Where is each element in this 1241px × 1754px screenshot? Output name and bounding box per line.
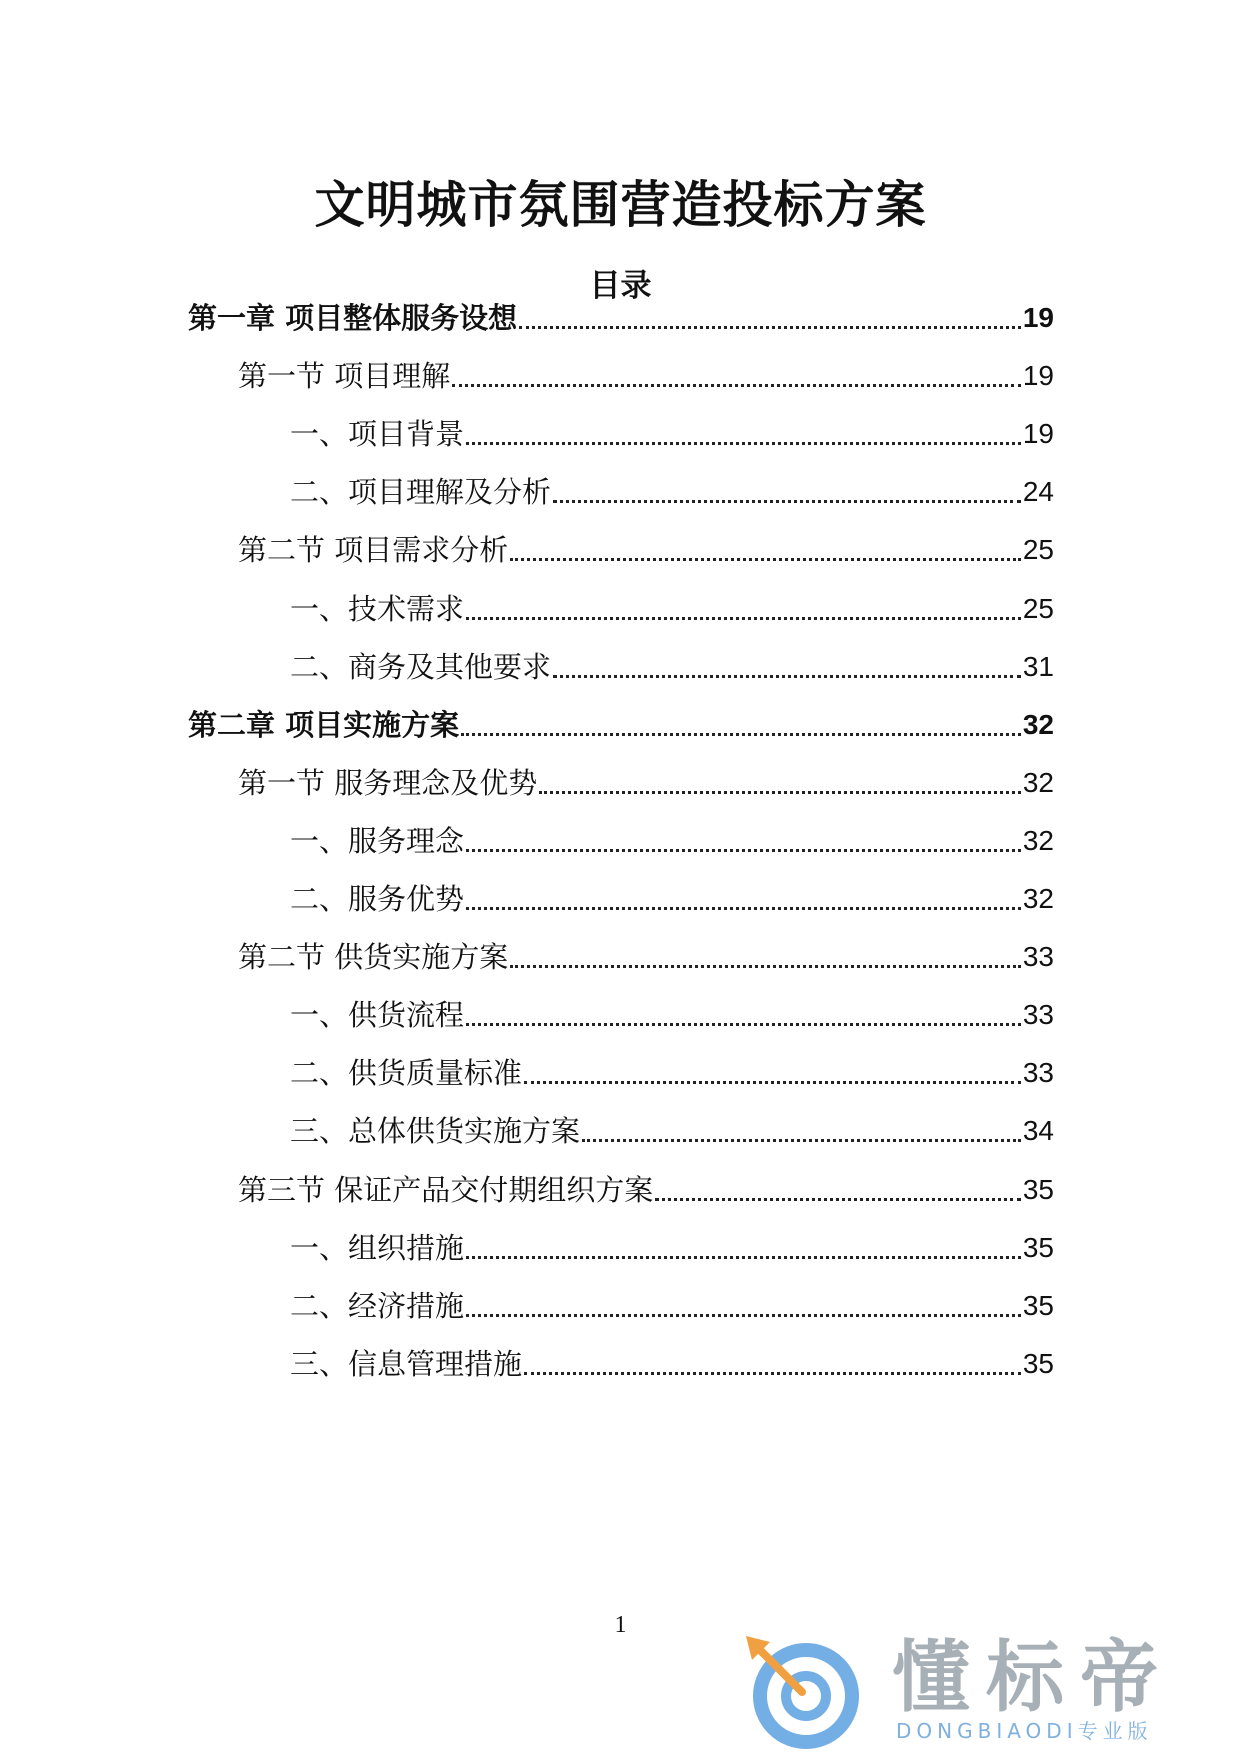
toc-dot-leader: [519, 325, 1021, 329]
toc-entry-page: 35: [1022, 1174, 1054, 1205]
toc-entry[interactable]: [188, 296, 1054, 336]
toc-entry-label: 二、服务优势: [290, 882, 465, 916]
watermark: [744, 1634, 1224, 1749]
toc-dot-leader: [466, 1022, 1021, 1026]
toc-entry[interactable]: [238, 1168, 1054, 1208]
toc-dot-leader: [466, 616, 1021, 620]
toc-entry[interactable]: [290, 412, 1054, 452]
toc-entry[interactable]: [290, 587, 1054, 627]
toc-entry-label: 第一章 项目整体服务设想: [188, 301, 518, 335]
toc-dot-leader: [539, 790, 1021, 794]
toc-dot-leader: [466, 1313, 1021, 1317]
toc-entry-label: 一、技术需求: [290, 592, 465, 626]
toc-entry-page: 32: [1022, 709, 1054, 740]
toc-entry-page: 32: [1022, 767, 1054, 798]
toc-entry-label: 二、项目理解及分析: [290, 475, 552, 509]
toc-entry-page: 33: [1022, 999, 1054, 1030]
toc-entry-page: 33: [1022, 941, 1054, 972]
toc-dot-leader: [582, 1138, 1021, 1142]
toc-dot-leader: [466, 906, 1021, 910]
toc-dot-leader: [553, 674, 1021, 678]
toc-entry-label: 三、信息管理措施: [290, 1347, 523, 1381]
toc-dot-leader: [655, 1197, 1021, 1201]
toc-entry-label: 第三节 保证产品交付期组织方案: [238, 1173, 654, 1207]
toc-entry[interactable]: [238, 528, 1054, 568]
toc-entry-page: 25: [1022, 534, 1054, 565]
toc-entry-page: 31: [1022, 651, 1054, 682]
toc-entry-label: 第二节 供货实施方案: [238, 940, 509, 974]
toc-entry-label: 一、项目背景: [290, 417, 465, 451]
toc-entry-label: 二、商务及其他要求: [290, 650, 552, 684]
toc-entry[interactable]: [290, 470, 1054, 510]
toc-dot-leader: [510, 964, 1021, 968]
toc-entry-page: 32: [1022, 883, 1054, 914]
toc-heading: 目录: [589, 268, 652, 304]
toc-dot-leader: [524, 1371, 1021, 1375]
toc-entry[interactable]: [290, 1109, 1054, 1149]
toc-entry[interactable]: [290, 1342, 1054, 1382]
toc-entry-label: 三、总体供货实施方案: [290, 1114, 581, 1148]
toc-entry-label: 二、供货质量标准: [290, 1056, 523, 1090]
toc-dot-leader: [524, 1080, 1021, 1084]
toc-entry-label: 第一节 项目理解: [238, 359, 451, 393]
toc-entry[interactable]: [238, 354, 1054, 394]
toc-entry-label: 一、服务理念: [290, 824, 465, 858]
toc-entry-page: 35: [1022, 1290, 1054, 1321]
toc-entry[interactable]: [188, 703, 1054, 743]
toc-entry-label: 第二节 项目需求分析: [238, 533, 509, 567]
page-number: 1: [614, 1612, 627, 1638]
toc-entry[interactable]: [290, 993, 1054, 1033]
watermark-brand: 懂标帝: [892, 1633, 1175, 1723]
toc-entry-label: 第二章 项目实施方案: [188, 708, 460, 742]
toc-dot-leader: [553, 499, 1021, 503]
toc-entry-page: 33: [1022, 1057, 1054, 1088]
document-title: 文明城市氛围营造投标方案: [314, 176, 927, 234]
toc-entry-page: 25: [1022, 593, 1054, 624]
target-arrow-icon: [744, 1634, 862, 1749]
toc-entry-label: 二、经济措施: [290, 1289, 465, 1323]
toc-dot-leader: [510, 557, 1021, 561]
toc-dot-leader: [452, 383, 1021, 387]
toc-entry-page: 19: [1022, 418, 1054, 449]
toc-entry-page: 19: [1022, 360, 1054, 391]
toc-entry[interactable]: [290, 877, 1054, 917]
toc-entry[interactable]: [290, 819, 1054, 859]
toc-dot-leader: [461, 732, 1021, 736]
toc-entry-label: 一、组织措施: [290, 1231, 465, 1265]
toc-entry-page: 32: [1022, 825, 1054, 856]
watermark-subtitle: DONGBIAODI专业版: [896, 1719, 1153, 1743]
toc-entry[interactable]: [290, 1051, 1054, 1091]
toc-entry[interactable]: [290, 645, 1054, 685]
toc-entry-page: 34: [1022, 1115, 1054, 1146]
toc-entry-page: 24: [1022, 476, 1054, 507]
toc-entry-page: 35: [1022, 1232, 1054, 1263]
toc-entry[interactable]: [238, 761, 1054, 801]
toc-entry-label: 第一节 服务理念及优势: [238, 766, 538, 800]
toc-dot-leader: [466, 441, 1021, 445]
toc-entry[interactable]: [290, 1284, 1054, 1324]
toc-entry[interactable]: [290, 1226, 1054, 1266]
toc-entry-label: 一、供货流程: [290, 998, 465, 1032]
toc-dot-leader: [466, 1255, 1021, 1259]
toc-entry[interactable]: [238, 935, 1054, 975]
toc-entry-page: 19: [1022, 302, 1054, 333]
toc-dot-leader: [466, 848, 1021, 852]
toc-entry-page: 35: [1022, 1348, 1054, 1379]
